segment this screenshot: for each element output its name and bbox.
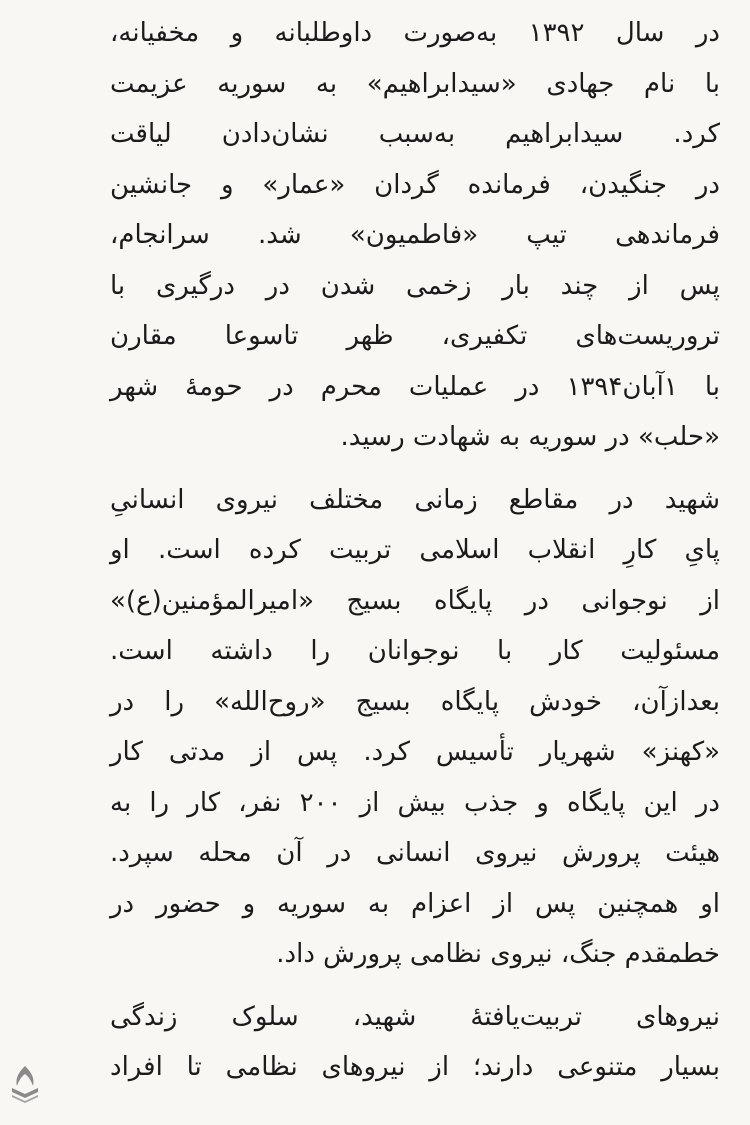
text-line: فرماندهی تیپ «فاطمیون» شد. سرانجام، [110,220,720,250]
publisher-book-icon [8,1062,42,1108]
text-line: هیئت پرورش نیروی انسانی در آن محله سپرد. [110,838,720,868]
text-line: با نام جهادی «سیدابراهیم» به سوریه عزیمت [110,68,720,99]
text-line: پس از چند بار زخمی شدن در درگیری با [110,270,720,301]
text-line: شهید در مقاطع زمانی مختلف نیروی انسانیِ [110,484,720,515]
paragraph-2 [110,475,720,980]
text-line: نیروهای تربیت‌یافتهٔ شهید، سلوک زندگی [110,1001,720,1032]
text-line: مسئولیت کار با نوجوانان را داشته است. [110,636,720,666]
text-body [110,8,720,1105]
text-line: پایِ کارِ انقلاب اسلامی تربیت کرده است. او [110,535,720,565]
text-line: «حلب» در سوریه به شهادت رسید. [340,422,720,452]
paragraph-3 [110,992,720,1093]
text-line: تروریست‌های تکفیری، ظهر تاسوعا مقارن [110,321,720,351]
paragraph-1 [110,8,720,463]
text-line: بسیار متنوعی دارند؛ از نیروهای نظامی تا افراد [110,1052,720,1082]
text-line: از نوجوانی در پایگاه بسیج «امیرالمؤمنین(ع)» [110,585,720,616]
text-line: او همچنین پس از اعزام به سوریه و حضور در [110,888,720,919]
text-line: بعدازآن، خودش پایگاه بسیج «روح‌الله» را در [110,686,720,717]
text-line: در جنگیدن، فرمانده گردان «عمار» و جانشین [110,169,720,200]
text-line: در این پایگاه و جذب بیش از ۲۰۰ نفر، کار را به [110,787,720,818]
text-line: در سال ۱۳۹۲ به‌صورت داوطلبانه و مخفیانه، [110,18,720,48]
text-line: با ۱آبان۱۳۹۴ در عملیات محرم در حومهٔ شهر [110,371,720,402]
text-line: خطمقدم جنگ، نیروی نظامی پرورش داد. [276,939,720,969]
text-line: کرد. سیدابراهیم به‌سبب نشان‌دادن لیاقت [110,119,720,149]
text-line: «کهنز» شهریار تأسیس کرد. پس از مدتی کار [110,737,720,767]
